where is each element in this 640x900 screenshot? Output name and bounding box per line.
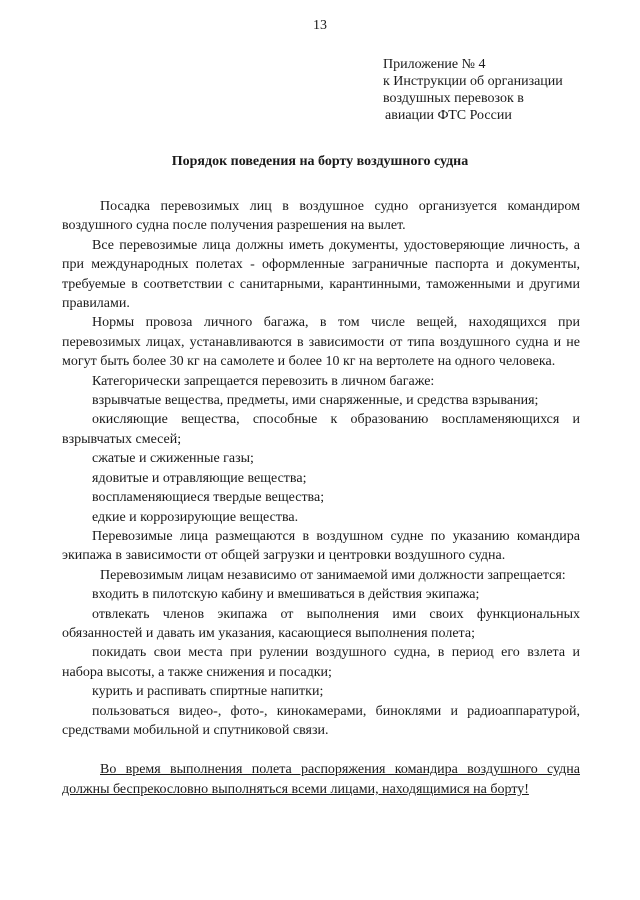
- list-item: пользоваться видео-, фото-, кинокамерами, биноклями и радиоаппаратурой, средствами мобильной и спутниковой связи.: [62, 703, 580, 738]
- list-item: покидать свои места при рулении воздушного судна, в период его взлета и набора высоты, а также снижения и посадки;: [62, 645, 580, 680]
- appendix-line-1: Приложение № 4: [383, 57, 486, 72]
- closing-statement: Во время выполнения полета распоряжения командира воздушного судна должны беспрекословно выполняться всеми лицами, находящимися на борту!: [62, 762, 580, 797]
- paragraph: Посадка перевозимых лиц в воздушное судно организуется командиром воздушного судна после получения разрешения на вылет.: [62, 199, 580, 234]
- paragraph: Перевозимые лица размещаются в воздушном судне по указанию командира экипажа в зависимости от общей загрузки и центровки воздушного судна.: [62, 528, 580, 564]
- appendix-line-3: воздушных перевозок в: [383, 91, 524, 106]
- page-number: 13: [313, 18, 327, 33]
- list-item: едкие и коррозирующие вещества.: [92, 509, 299, 525]
- list-item: ядовитые и отравляющие вещества;: [92, 470, 307, 486]
- list-item: окисляющие вещества, способные к образованию воспламеняющихся и взрывчатых смесей;: [62, 412, 580, 447]
- list-item: воспламеняющиеся твердые вещества;: [92, 490, 325, 506]
- paragraph: Категорически запрещается перевозить в личном багаже:: [92, 373, 435, 389]
- appendix-line-4: авиации ФТС России: [385, 108, 512, 123]
- paragraph: Перевозимым лицам независимо от занимаемой ими должности запрещается:: [100, 567, 566, 583]
- document-body: [62, 197, 580, 799]
- list-item: взрывчатые вещества, предметы, ими снаряженные, и средства взрывания;: [92, 393, 539, 409]
- list-item: курить и распивать спиртные напитки;: [92, 684, 324, 700]
- paragraph: Все перевозимые лица должны иметь документы, удостоверяющие личность, а при международных полетах - оформленные заграничные паспорта и документы, требуемые в соответствии с санитарными, карантинными, таможенными и другими правилами.: [62, 237, 580, 312]
- appendix-reference: [383, 56, 623, 124]
- list-item: входить в пилотскую кабину и вмешиваться в действия экипажа;: [92, 587, 480, 603]
- list-item: отвлекать членов экипажа от выполнения ими своих функциональных обязанностей и давать им указания, касающиеся выполнения полета;: [62, 606, 580, 641]
- document-title: Порядок поведения на борту воздушного судна: [171, 154, 469, 169]
- paragraph: Нормы провоза личного багажа, в том числе вещей, находящихся при перевозимых лицах, устанавливаются в зависимости от типа воздушного судна и не могут быть более 30 кг на самолете и более 10 кг на вертолете на одного человека.: [62, 315, 580, 370]
- list-item: сжатые и сжиженные газы;: [92, 451, 254, 467]
- appendix-line-2: к Инструкции об организации: [383, 74, 563, 89]
